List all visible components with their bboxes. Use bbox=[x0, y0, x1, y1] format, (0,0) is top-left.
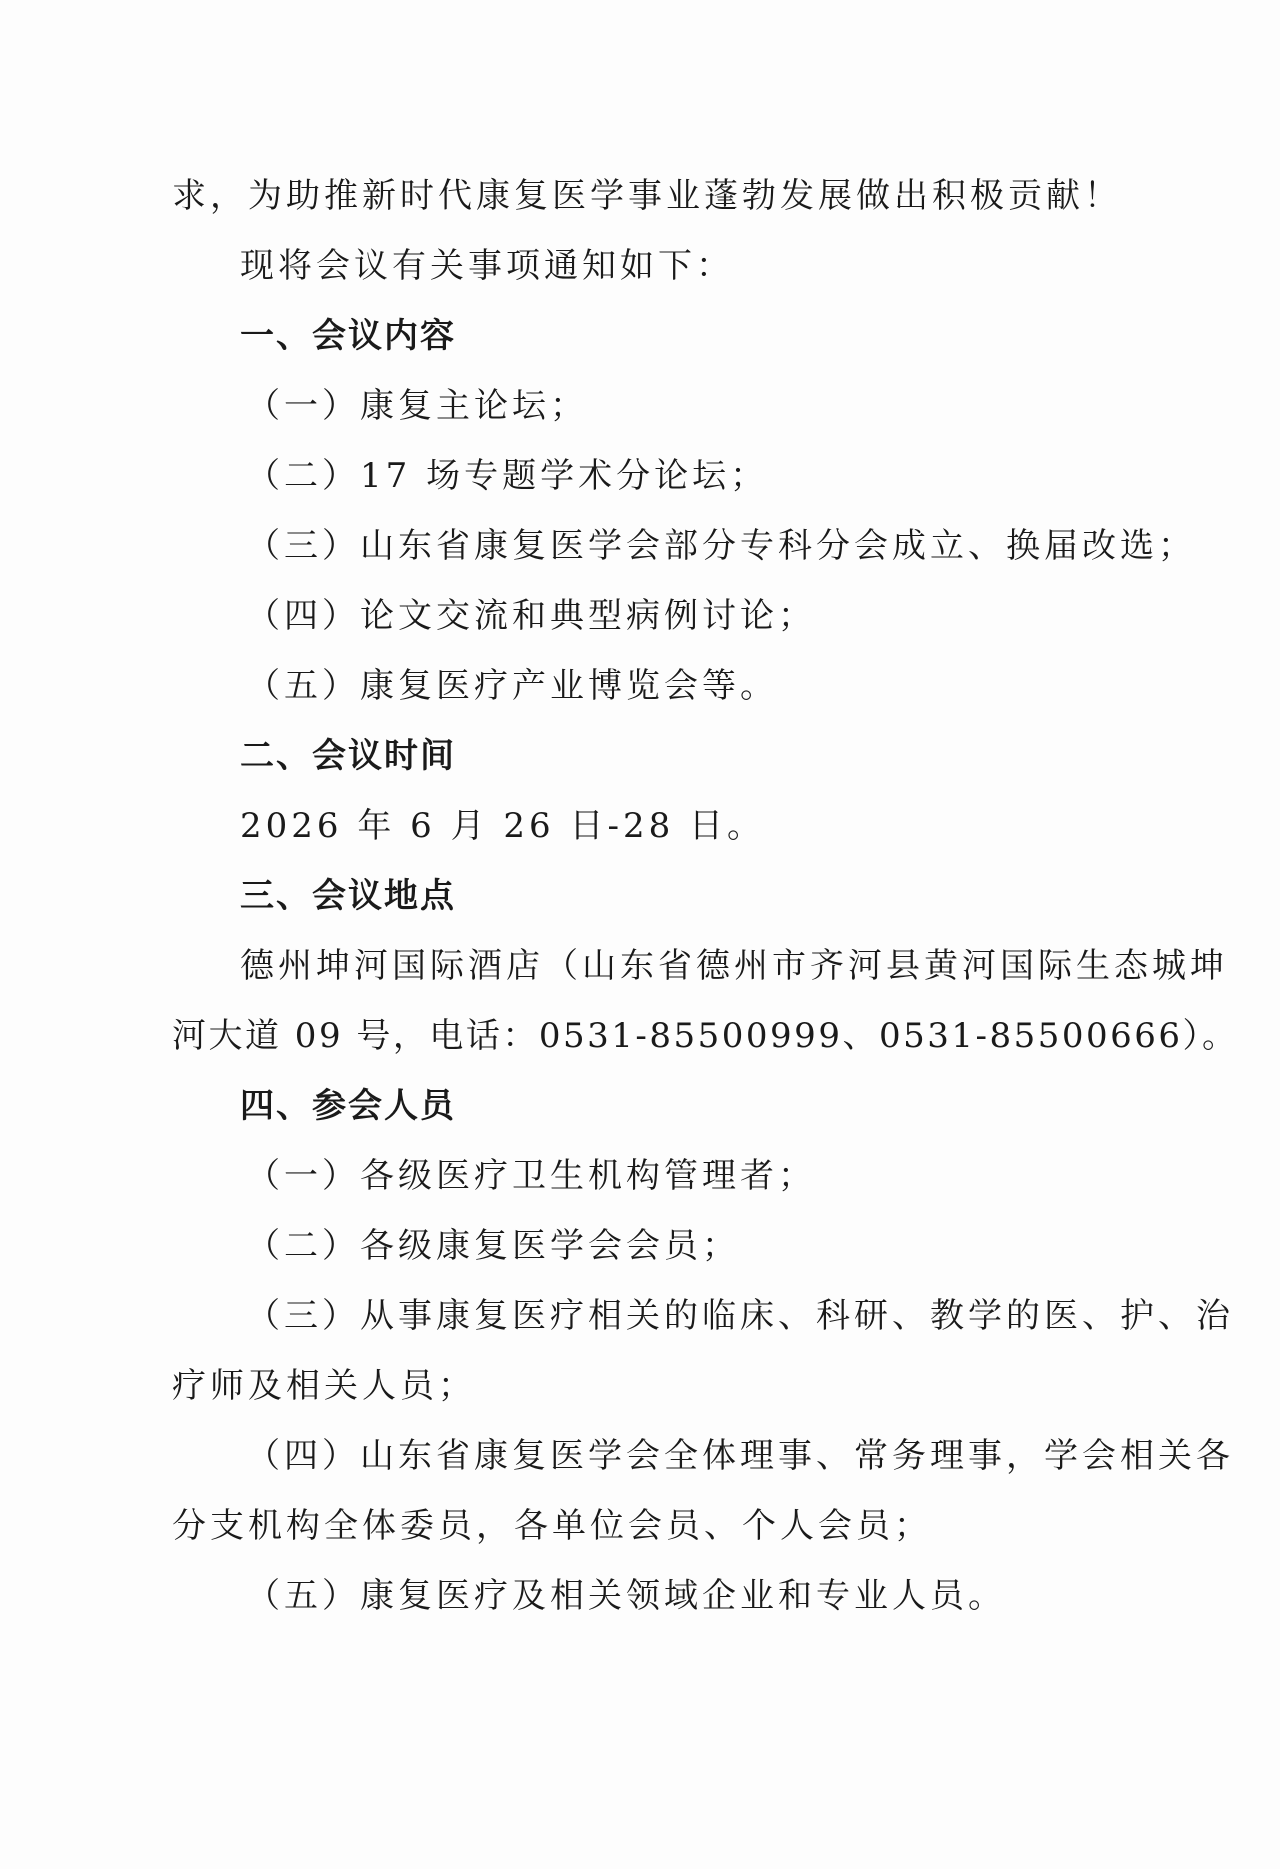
notice-intro: 现将会议有关事项通知如下： bbox=[240, 246, 734, 286]
attendee-item-3-line-1: （三）从事康复医疗相关的临床、科研、教学的医、护、治 bbox=[246, 1296, 1234, 1336]
meeting-time: 2026 年 6 月 26 日-28 日。 bbox=[240, 806, 766, 846]
content-item-2: （二）17 场专题学术分论坛； bbox=[246, 456, 769, 496]
section-heading-content: 一、会议内容 bbox=[240, 316, 456, 356]
meeting-location-line-2: 河大道 09 号，电话：0531-85500999、0531-85500666）。 bbox=[172, 1016, 1239, 1056]
content-item-3: （三）山东省康复医学会部分专科分会成立、换届改选； bbox=[246, 526, 1196, 566]
attendee-item-1: （一）各级医疗卫生机构管理者； bbox=[246, 1156, 816, 1196]
attendee-item-3-line-2: 疗师及相关人员； bbox=[172, 1366, 476, 1406]
intro-paragraph-end: 求，为助推新时代康复医学事业蓬勃发展做出积极贡献！ bbox=[172, 176, 1122, 216]
attendee-item-4-line-2: 分支机构全体委员，各单位会员、个人会员； bbox=[172, 1506, 932, 1546]
content-item-1: （一）康复主论坛； bbox=[246, 386, 588, 426]
content-item-5: （五）康复医疗产业博览会等。 bbox=[246, 666, 778, 706]
attendee-item-5: （五）康复医疗及相关领域企业和专业人员。 bbox=[246, 1576, 1006, 1616]
meeting-location-line-1: 德州坤河国际酒店（山东省德州市齐河县黄河国际生态城坤 bbox=[240, 946, 1228, 986]
attendee-item-4-line-1: （四）山东省康复医学会全体理事、常务理事，学会相关各 bbox=[246, 1436, 1234, 1476]
section-heading-location: 三、会议地点 bbox=[240, 876, 456, 916]
content-item-4: （四）论文交流和典型病例讨论； bbox=[246, 596, 816, 636]
section-heading-time: 二、会议时间 bbox=[240, 736, 456, 776]
attendee-item-2: （二）各级康复医学会会员； bbox=[246, 1226, 740, 1266]
section-heading-attendees: 四、参会人员 bbox=[240, 1086, 456, 1126]
